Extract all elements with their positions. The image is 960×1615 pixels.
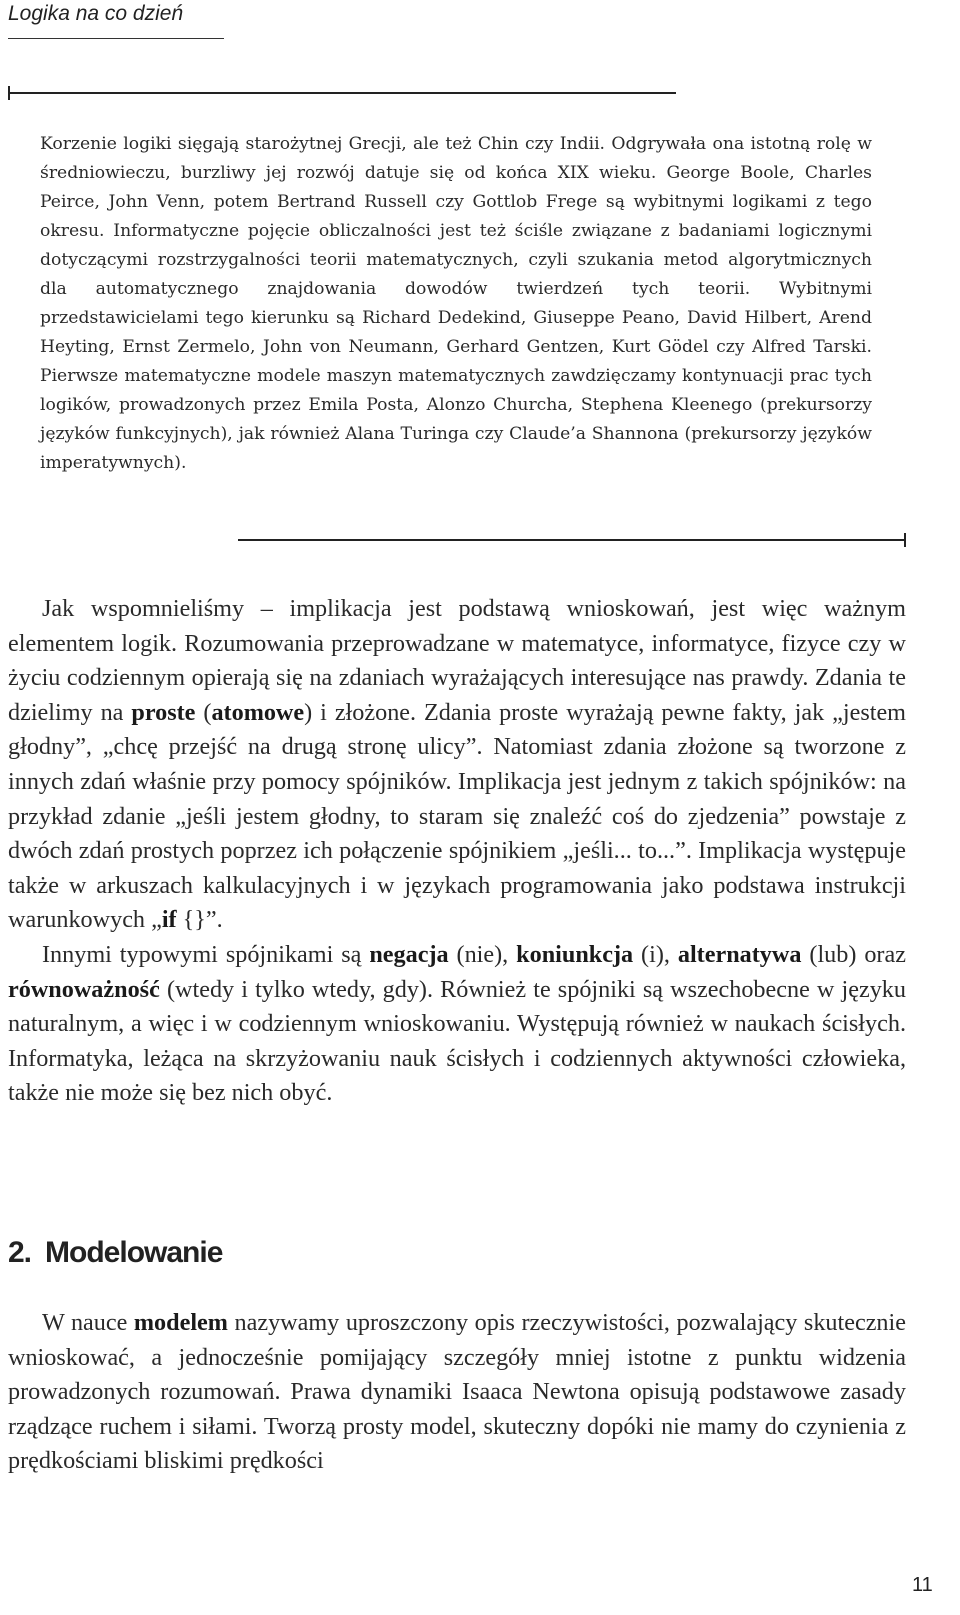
paragraph-implication (8, 592, 906, 938)
text-run: (lub) oraz (801, 940, 906, 968)
term-modelem: modelem (133, 1309, 228, 1336)
text-run: {}”. (176, 906, 223, 934)
paragraph-modeling (8, 1306, 906, 1479)
text-run: Innymi typowymi spójnikami są (42, 940, 370, 968)
running-title: Logika na co dzień (8, 2, 184, 25)
text-run: ( (195, 698, 212, 726)
section-title: Modelowanie (45, 1236, 223, 1269)
text-run: (nie), (448, 940, 517, 968)
term-rownowaznosc: równoważność (8, 975, 160, 1003)
text-run: (i), (633, 940, 678, 968)
section-heading (8, 1236, 222, 1270)
text-run: ) i złożone. Zdania proste wyrażają pewne fakty, jak „jestem głodny”, „chcę przejść na drugą stronę ulicy”. Natomiast zdania złożone są tworzone z innych zdań właśnie przy pomocy spójników. Implikacja jest jednym z takich spójników: na przykład zdanie „jeśli jestem głodny, to staram się znaleźć coś do zjedzenia” powstaje z dwóch zdań prostych poprzez ich połączenie spójnikiem „jeśli... to...”. Implikacja występuje także w arkuszach kalkulacyjnych i w językach programowania jako podstawa instrukcji warunkowych „ (8, 698, 907, 934)
text-run: nazywamy uproszczony opis rzeczywistości, pozwalający skutecznie wnioskować, a jednocześnie pomijający szczegóły mniej istotne z punktu widzenia prowadzonych rozumowań. Prawa dynamiki Isaaca Newtona opisują podstawowe zasady rządzące ruchem i siłami. Tworzą prosty model, skuteczny dopóki nie mamy do czynienia z prędkościami bliskimi prędkości (8, 1309, 906, 1475)
paragraph-connectives (8, 938, 906, 1111)
header-rule (8, 38, 224, 39)
page-number: 11 (912, 1574, 933, 1596)
term-if: if (161, 906, 177, 934)
box-top-rule (8, 92, 676, 94)
text-run: Jak wspomnieliśmy – implikacja jest podstawą wnioskowań, jest więc ważnym elementem logik. Rozumowania przeprowadzane w matematyce, informatyce, fizyce czy w życiu codziennym opierają się na zdaniach wyrażających interesujące nas prawdy. Zdania te dzielimy na (8, 595, 906, 726)
term-koniunkcja: koniunkcja (516, 940, 634, 968)
text-run: (wtedy i tylko wtedy, gdy). Również te spójniki są wszechobecne w języku naturalnym, a więc i w codziennym wnioskowaniu. Występują również w naukach ścisłych. Informatyka, leżąca na skrzyżowaniu nauk ścisłych i codziennych aktywności człowieka, także nie może się bez nich obyć. (8, 975, 906, 1107)
term-negacja: negacja (369, 940, 449, 968)
text-run: W nauce (42, 1309, 134, 1336)
term-atomowe: atomowe (211, 698, 305, 726)
history-box-text: Korzenie logiki sięgają starożytnej Grecji, ale też Chin czy Indii. Odgrywała ona istotną rolę w średniowieczu, burzliwy jej rozwój datuje się od końca XIX wieku. George Boole, Charles Peirce, John Venn, potem Bertrand Russell czy Gottlob Frege są wybitnymi logikami z tego okresu. Informatyczne pojęcie obliczalności jest też ściśle związane z badaniami logicznymi dotyczącymi rozstrzygalności teorii matematycznych, czyli szukania metod algorytmicznych dla automatycznego znajdowania dowodów twierdzeń tych teorii. Wybitnymi przedstawicielami tego kierunku są Richard Dedekind, Giuseppe Peano, David Hilbert, Arend Heyting, Ernst Zermelo, John von Neumann, Gerhard Gentzen, Kurt Gödel czy Alfred Tarski. Pierwsze matematyczne modele maszyn matematycznych zawdzięczamy kontynuacji prac tych logików, prowadzonych przez Emila Posta, Alonzo Churcha, Stephena Kleenego (prekursorzy języków funkcyjnych), jak również Alana Turinga czy Claude’a Shannona (prekursorzy języków imperatywnych). (40, 134, 872, 473)
section-number: 2. (8, 1236, 32, 1269)
main-text (8, 592, 906, 1111)
box-bottom-rule (238, 539, 906, 541)
box-bottom-rule-tick (904, 533, 906, 547)
term-proste: proste (131, 698, 196, 726)
term-alternatywa: alternatywa (677, 940, 802, 968)
